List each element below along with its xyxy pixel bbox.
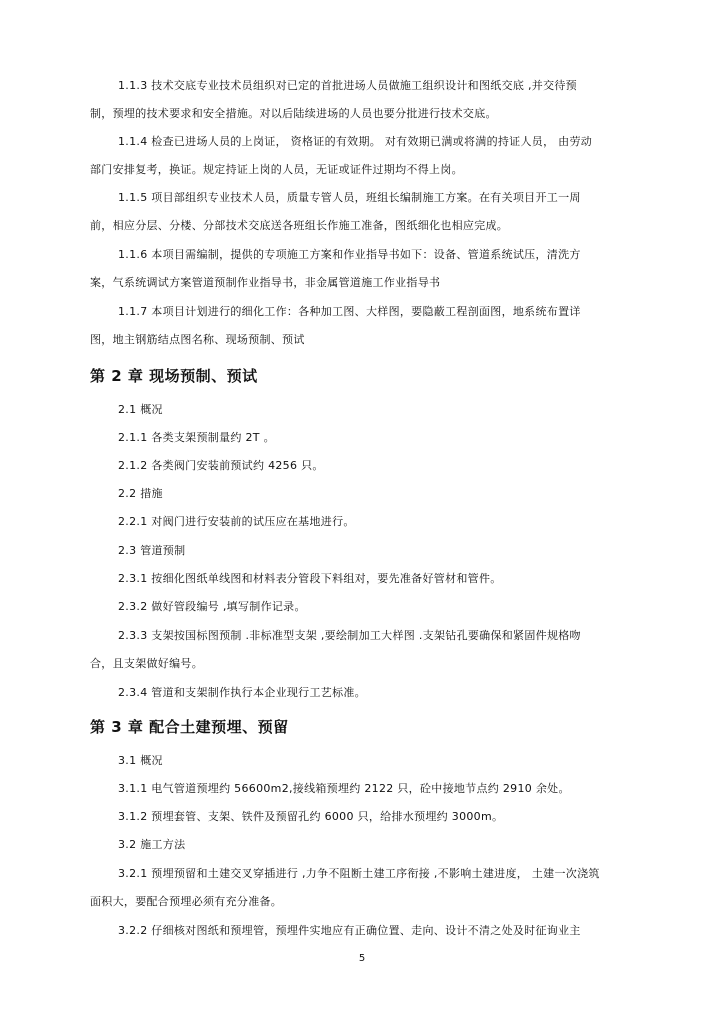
- chapter-3-heading: 第 3 章 配合土建预埋、预留: [90, 718, 289, 736]
- text-line: 合，且支架做好编号。: [90, 657, 203, 670]
- paragraph-3-2-1: [90, 860, 638, 916]
- section-2-1: 2.1 概况: [118, 403, 163, 416]
- item-2-1-2: 2.1.2 各类阀门安装前预试约 4256 只。: [118, 459, 324, 472]
- section-2-2: 2.2 措施: [118, 487, 163, 500]
- text-line: 1.1.7 本项目计划进行的细化工作：各种加工图、大样图，要隐蔽工程剖面图，地系统布置详: [118, 305, 581, 318]
- paragraph-1-1-4: [90, 128, 638, 184]
- item-3-2-2: 3.2.2 仔细核对图纸和预埋管，预埋件实地应有正确位置、走向、设计不清之处及时征询业主: [118, 924, 581, 937]
- text-line: 1.1.4 检查已进场人员的上岗证， 资格证的有效期。 对有效期已满或将满的持证人员， 由劳动: [118, 135, 593, 148]
- item-2-3-4: 2.3.4 管道和支架制作执行本企业现行工艺标准。: [118, 686, 366, 699]
- item-2-3-2: 2.3.2 做好管段编号 ,填写制作记录。: [118, 600, 306, 613]
- text-line: 面积大，要配合预埋必须有充分准备。: [90, 895, 283, 908]
- section-2-3: 2.3 管道预制: [118, 544, 186, 557]
- item-2-1-1: 2.1.1 各类支架预制量约 2T 。: [118, 431, 275, 444]
- text-line: 图，地主钢筋结点图名称、现场预制、预试: [90, 333, 305, 346]
- page-number: 5: [358, 953, 366, 964]
- paragraph-1-1-3: [90, 72, 638, 128]
- item-3-1-2: 3.1.2 预埋套管、支架、铁件及预留孔约 6000 只，给排水预埋约 3000m。: [118, 810, 504, 823]
- text-line: 前，相应分层、分楼、分部技术交底送各班组长作施工准备，图纸细化也相应完成。: [90, 219, 509, 232]
- section-3-1: 3.1 概况: [118, 754, 163, 767]
- paragraph-1-1-6: [90, 241, 638, 297]
- item-3-1-1: 3.1.1 电气管道预埋约 56600m2,接线箱预埋约 2122 只，砼中接地节点约 2910 余处。: [118, 782, 570, 795]
- section-3-2: 3.2 施工方法: [118, 838, 186, 851]
- item-2-2-1: 2.2.1 对阀门进行安装前的试压应在基地进行。: [118, 515, 355, 528]
- text-line: 案，气系统调试方案管道预制作业指导书，非金属管道施工作业指导书: [90, 276, 441, 289]
- item-2-3-1: 2.3.1 按细化图纸单线图和材料表分管段下料组对，要先准备好管材和管件。: [118, 572, 502, 585]
- chapter-2-heading: 第 2 章 现场预制、预试: [90, 367, 258, 385]
- paragraph-1-1-5: [90, 184, 638, 240]
- paragraph-2-3-3: [90, 622, 638, 678]
- text-line: 3.2.1 预埋预留和土建交叉穿插进行 ,力争不阻断土建工序衔接 ,不影响土建进度， 土建一次浇筑: [118, 867, 600, 880]
- text-line: 1.1.5 项目部组织专业技术人员，质量专管人员，班组长编制施工方案。在有关项目开工一周: [118, 191, 581, 204]
- text-line: 1.1.6 本项目需编制，提供的专项施工方案和作业指导书如下：设备、管道系统试压，清洗方: [118, 248, 581, 261]
- text-line: 制，预埋的技术要求和安全措施。对以后陆续进场的人员也要分批进行技术交底。: [90, 107, 497, 120]
- text-line: 1.1.3 技术交底专业技术员组织对已定的首批进场人员做施工组织设计和图纸交底 ,并交待预: [118, 79, 577, 92]
- text-line: 2.3.3 支架按国标图预制 .非标准型支架 ,要绘制加工大样图 .支架钻孔要确保和紧固件规格吻: [118, 629, 581, 642]
- paragraph-1-1-7: [90, 298, 638, 354]
- text-line: 部门安排复考，换证。规定持证上岗的人员，无证或证件过期均不得上岗。: [90, 163, 463, 176]
